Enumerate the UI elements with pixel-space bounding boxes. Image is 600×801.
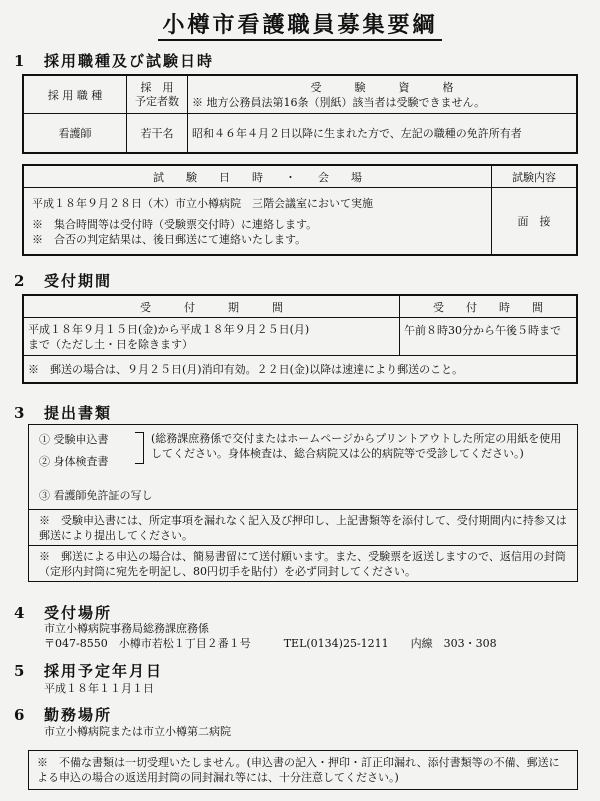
mail-note: ※ 郵送の場合は、９月２５日(月)消印有効。２２日(金)以降は速達により郵送のこと。 <box>24 356 577 383</box>
section-2-heading: 2 受付期間 <box>14 272 113 290</box>
section-4-heading: 4 受付場所 <box>14 604 113 622</box>
exam-table <box>22 164 578 256</box>
documents-note-2: ※ 郵送による申込の場合は、簡易書留にて送付願います。また、受験票を返送しますので、返信用の封筒（定形内封筒に宛先を明記し、80円切手を貼付）を必ず同封してください。 <box>39 550 566 578</box>
section-3-heading: 3 提出書類 <box>14 404 113 422</box>
period-cell: 平成１８年９月１５日(金)から平成１８年９月２５日(月) まで（ただし土・日を除きます） <box>24 318 400 356</box>
doc-nurse-license-copy: ③ 看護師免許証の写し <box>39 489 153 502</box>
exam-header-datetime: 試 験 日 時 ・ 会 場 <box>24 166 492 188</box>
qualification-cell: 昭和４６年４月２日以降に生まれた方で、左記の職種の免許所有者 <box>188 114 577 153</box>
qualification-note: ※ 地方公務員法第16条（別紙）該当者は受験できません。 <box>192 95 486 109</box>
footer-note: ※ 不備な書類は一切受理いたしません。(申込書の記入・押印・訂正印漏れ、添付書類等の不備、郵送による申込の場合の返送用封筒の同封漏れ等には、十分注意してください。) <box>28 750 578 790</box>
header-job-type: 採 用 職 種 <box>24 76 127 114</box>
doc-application-form: ① 受験申込書 <box>39 433 109 446</box>
header-planned-count: 採 用 予定者数 <box>127 76 188 114</box>
page-title: 小樽市看護職員募集要綱 <box>0 8 600 39</box>
reception-office: 市立小樽病院事務局総務課庶務係 <box>44 622 209 635</box>
section-6-heading: 6 勤務場所 <box>14 706 113 724</box>
divider <box>29 545 577 546</box>
job-type-cell: 看護師 <box>24 114 127 153</box>
documents-box <box>28 424 578 582</box>
documents-list <box>29 425 577 510</box>
documents-description: (総務課庶務係で交付またはホームページからプリントアウトした所定の用紙を使用してください。身体検査は、総合病院又は公的病院等で受診してください。) <box>151 432 562 460</box>
workplace: 市立小樽病院または市立小樽第二病院 <box>44 725 231 738</box>
application-period-table <box>22 294 578 384</box>
time-cell: 午前８時30分から午後５時まで <box>400 318 577 356</box>
planned-count-cell: 若干名 <box>127 114 188 153</box>
exam-header-content: 試験内容 <box>492 166 577 188</box>
period-header: 受 付 期 間 <box>24 296 400 318</box>
start-date: 平成１８年１１月１日 <box>44 682 154 695</box>
reception-address: 〒047-8550 小樽市若松１丁目２番１号 TEL(0134)25-1211 内線 303・308 <box>44 637 497 650</box>
section-5-heading: 5 採用予定年月日 <box>14 662 164 680</box>
header-qualification: 受 験 資 格 ※ 地方公務員法第16条（別紙）該当者は受験できません。 <box>188 76 577 114</box>
exam-type-cell: 面 接 <box>492 188 577 255</box>
bracket <box>135 432 144 464</box>
exam-details: 平成１８年９月２８日（木）市立小樽病院 三階会議室において実施 ※ 集合時間等は受付時（受験票交付時）に連絡します。 ※ 合否の判定結果は、後日郵送にて連絡いたします。 <box>24 188 492 255</box>
section-1-heading: 1 採用職種及び試験日時 <box>14 52 215 70</box>
doc-health-certificate: ② 身体検査書 <box>39 455 109 468</box>
documents-note-1: ※ 受験申込書には、所定事項を漏れなく記入及び押印し、上記書類等を添付して、受付期間内に持参又は郵送により提出してください。 <box>39 514 567 542</box>
time-header: 受 付 時 間 <box>400 296 577 318</box>
recruitment-table <box>22 74 578 154</box>
